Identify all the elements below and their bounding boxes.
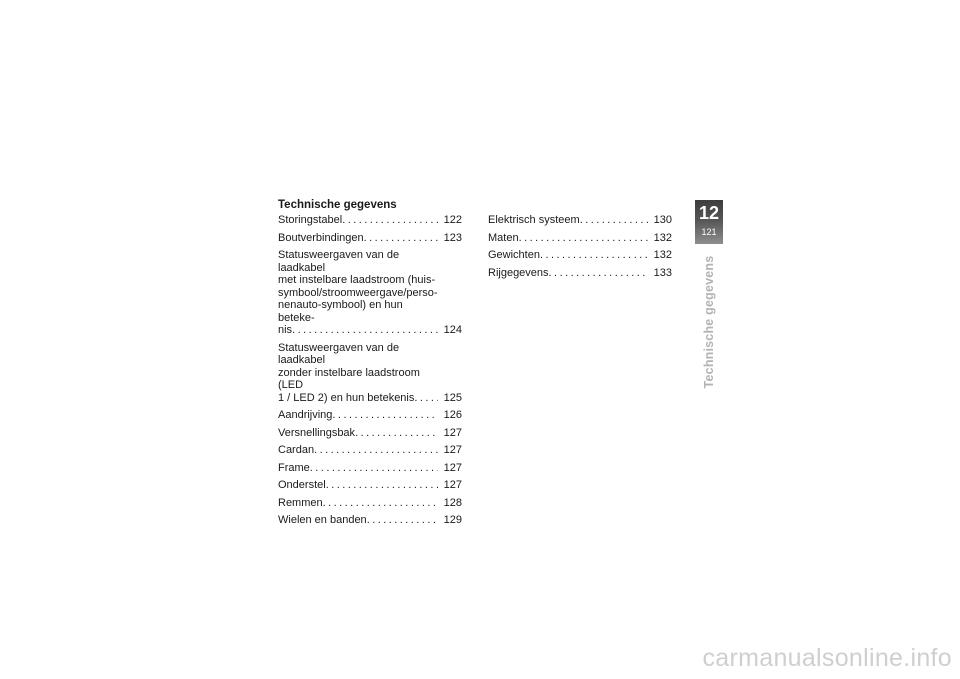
toc-entry[interactable]	[488, 249, 672, 262]
page-number: 121	[701, 227, 717, 237]
toc-entry-label: Elektrisch systeem . . .	[488, 214, 648, 227]
toc-entry-label: Aandrijving . . .	[278, 409, 438, 422]
chapter-number: 12	[698, 203, 720, 223]
toc-entry-label: Statusweergaven van de laadkabel met instelbare laadstroom (huis- symbool/stroomweergave/perso- nenauto-symbool) en hun beteke- nis . . .	[278, 249, 438, 337]
toc-entry[interactable]	[278, 497, 462, 510]
chapter-title: Technische gegevens	[278, 199, 397, 211]
toc-entry-label: Remmen . . .	[278, 497, 438, 510]
toc-column-left	[278, 214, 462, 532]
toc-entry-label: Onderstel . . .	[278, 479, 438, 492]
toc-entry-label: Statusweergaven van de laadkabel zonder instelbare laadstroom (LED 1 / LED 2) en hun betekenis . . .	[278, 342, 438, 405]
toc-entry-page: 127	[438, 427, 462, 440]
toc-entry-label: Frame . . .	[278, 462, 438, 475]
toc-entry-page: 122	[438, 214, 462, 227]
toc-entry[interactable]	[488, 267, 672, 280]
toc-entry-label: Versnellingsbak . . .	[278, 427, 438, 440]
toc-entry-label: Rijgegevens . . .	[488, 267, 648, 280]
toc-entry[interactable]	[488, 214, 672, 227]
toc-entry[interactable]	[278, 409, 462, 422]
toc-entry-page: 126	[438, 409, 462, 422]
toc-entry-label: Maten . . .	[488, 232, 648, 245]
toc-entry[interactable]	[278, 462, 462, 475]
toc-entry-page: 132	[648, 232, 672, 245]
toc-entry-page: 123	[438, 232, 462, 245]
toc-entry[interactable]	[278, 249, 462, 337]
watermark: carmanualsonline.info	[702, 644, 952, 672]
toc-entry-page: 127	[438, 444, 462, 457]
toc-entry[interactable]	[278, 514, 462, 527]
toc-entry[interactable]	[278, 232, 462, 245]
toc-entry[interactable]	[278, 479, 462, 492]
toc-entry[interactable]	[278, 444, 462, 457]
toc-entry-page: 128	[438, 497, 462, 510]
chapter-side-title: Technische gegevens	[702, 255, 716, 389]
toc-entry-page: 125	[438, 392, 462, 405]
toc-entry-page: 127	[438, 462, 462, 475]
toc-entry[interactable]	[278, 214, 462, 227]
toc-entry-label: Cardan . . .	[278, 444, 438, 457]
toc-entry-label: Boutverbindingen . . .	[278, 232, 438, 245]
toc-entry-label: Gewichten . . .	[488, 249, 648, 262]
toc-entry-page: 130	[648, 214, 672, 227]
toc-entry[interactable]	[278, 342, 462, 405]
toc-entry-label: Storingstabel . . .	[278, 214, 438, 227]
toc-entry-page: 132	[648, 249, 672, 262]
toc-entry[interactable]	[488, 232, 672, 245]
toc-entry-page: 129	[438, 514, 462, 527]
toc-entry-label: Wielen en banden . . .	[278, 514, 438, 527]
chapter-tab	[695, 200, 723, 244]
toc-entry-page: 127	[438, 479, 462, 492]
toc-column-right	[488, 214, 672, 284]
toc-entry-page: 133	[648, 267, 672, 280]
toc-entry-page: 124	[438, 324, 462, 337]
toc-entry[interactable]	[278, 427, 462, 440]
